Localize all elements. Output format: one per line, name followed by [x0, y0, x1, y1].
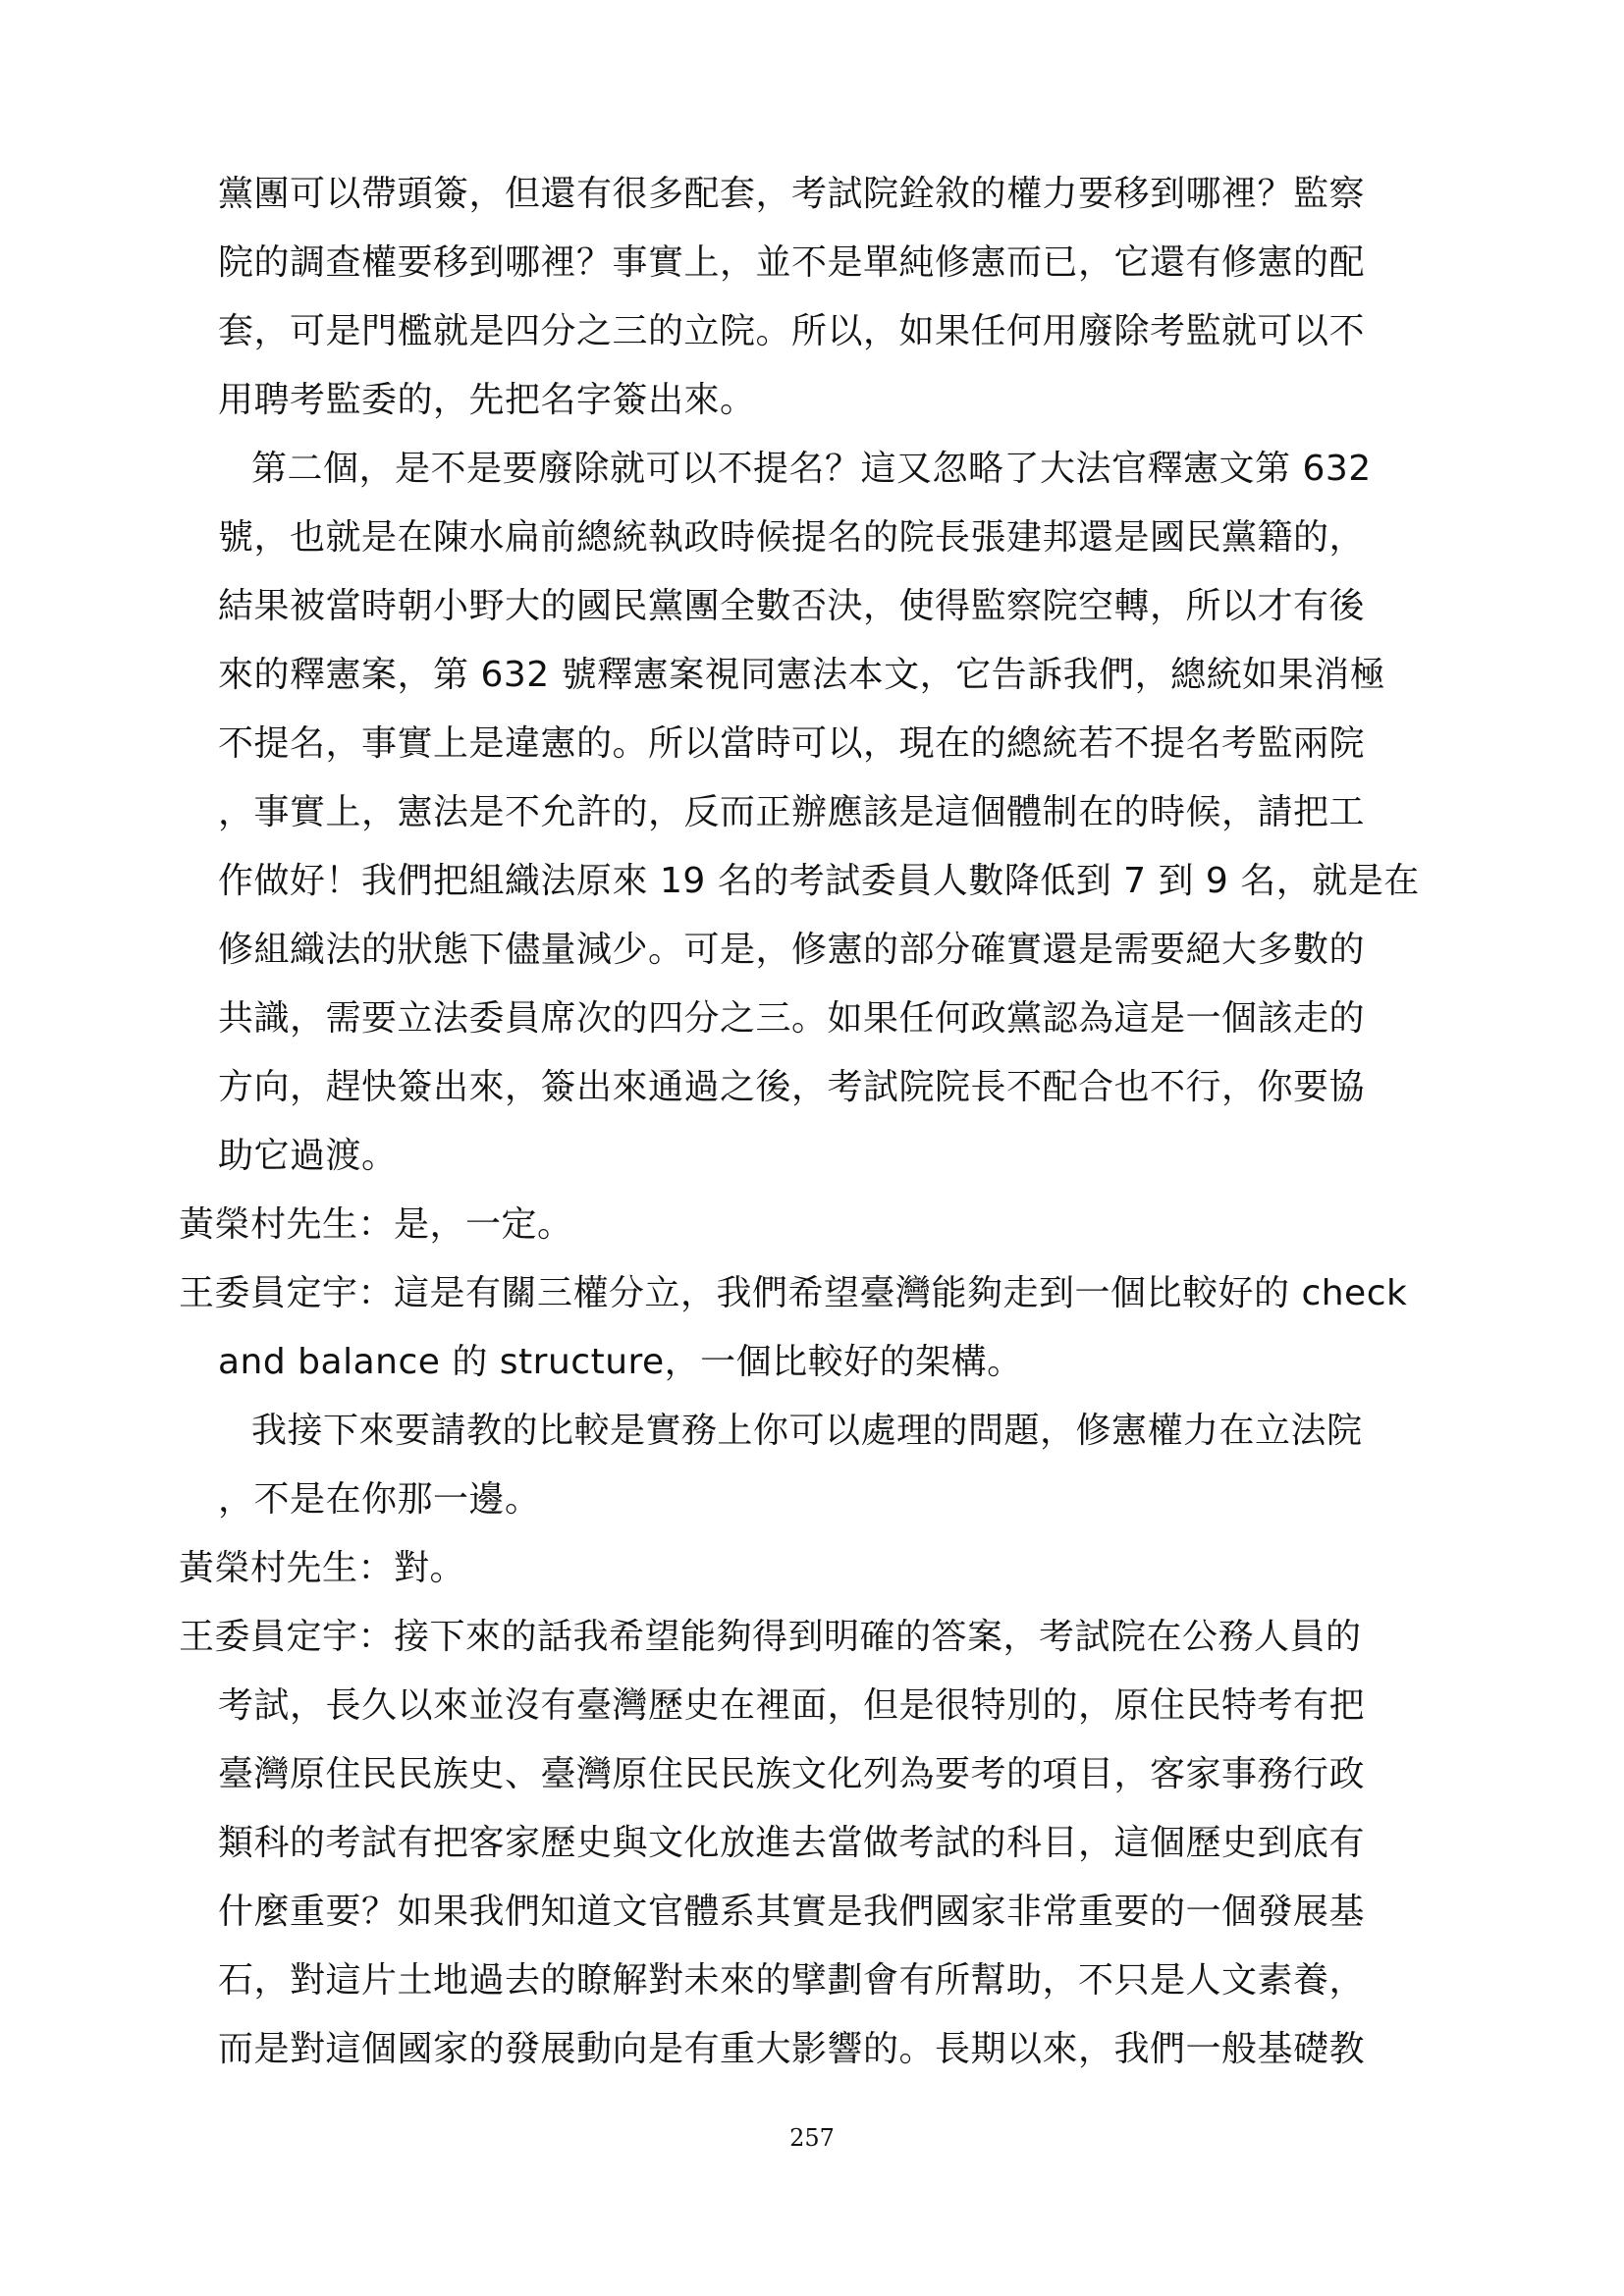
text-line: 共識，需要立法委員席次的四分之三。如果任何政黨認為這是一個該走的	[218, 998, 1366, 1039]
text-line: 什麼重要？如果我們知道文官體系其實是我們國家非常重要的一個發展基	[218, 1892, 1366, 1932]
text-line: 結果被當時朝小野大的國民黨團全數否決，使得監察院空轉，所以才有後	[218, 586, 1366, 626]
text-line: 而是對這個國家的發展動向是有重大影響的。長期以來，我們一般基礎教	[218, 2029, 1366, 2069]
text-line: 作做好！我們把組織法原來 19 名的考試委員人數降低到 7 到 9 名，就是在	[218, 861, 1420, 901]
speaker-line: 黃榮村先生：是，一定。	[179, 1204, 573, 1245]
text-line: 黨團可以帶頭簽，但還有很多配套，考試院銓敘的權力要移到哪裡？監察	[218, 174, 1366, 214]
text-line: 來的釋憲案，第 632 號釋憲案視同憲法本文，它告訴我們，總統如果消極	[218, 655, 1386, 695]
text-line: 類科的考試有把客家歷史與文化放進去當做考試的科目，這個歷史到底有	[218, 1823, 1366, 1863]
text-line: 方向，趕快簽出來，簽出來通過之後，考試院院長不配合也不行，你要協	[218, 1067, 1366, 1107]
text-line: 助它過渡。	[218, 1136, 398, 1176]
speaker-line: 王委員定宇：這是有關三權分立，我們希望臺灣能夠走到一個比較好的 check	[179, 1273, 1408, 1313]
text-line: 號，也就是在陳水扁前總統執政時候提名的院長張建邦還是國民黨籍的，	[218, 517, 1366, 558]
text-line: 石，對這片土地過去的瞭解對未來的擘劃會有所幫助，不只是人文素養，	[218, 1960, 1366, 2001]
text-line: 不提名，事實上是違憲的。所以當時可以，現在的總統若不提名考監兩院	[218, 723, 1366, 764]
text-line: 考試，長久以來並沒有臺灣歷史在裡面，但是很特別的，原住民特考有把	[218, 1685, 1366, 1726]
text-line: ，事實上，憲法是不允許的，反而正辦應該是這個體制在的時候，請把工	[218, 792, 1366, 832]
text-line: 院的調查權要移到哪裡？事實上，並不是單純修憲而已，它還有修憲的配	[218, 242, 1366, 283]
text-line: ，不是在你那一邊。	[218, 1479, 541, 1520]
text-line: and balance 的 structure，一個比較好的架構。	[218, 1342, 1023, 1382]
text-line: 套，可是門檻就是四分之三的立院。所以，如果任何用廢除考監就可以不	[218, 311, 1366, 351]
text-line: 我接下來要請教的比較是實務上你可以處理的問題，修憲權力在立法院	[251, 1411, 1363, 1451]
text-line: 修組織法的狀態下儘量減少。可是，修憲的部分確實還是需要絕大多數的	[218, 930, 1366, 970]
text-line: 第二個，是不是要廢除就可以不提名？這又忽略了大法官釋憲文第 632	[251, 449, 1372, 489]
page-number: 257	[789, 2124, 835, 2152]
speaker-line: 黃榮村先生：對。	[179, 1548, 466, 1588]
speaker-line: 王委員定宇：接下來的話我希望能夠得到明確的答案，考試院在公務人員的	[179, 1617, 1362, 1657]
text-line: 臺灣原住民民族史、臺灣原住民民族文化列為要考的項目，客家事務行政	[218, 1754, 1366, 1794]
text-line: 用聘考監委的，先把名字簽出來。	[218, 380, 756, 420]
